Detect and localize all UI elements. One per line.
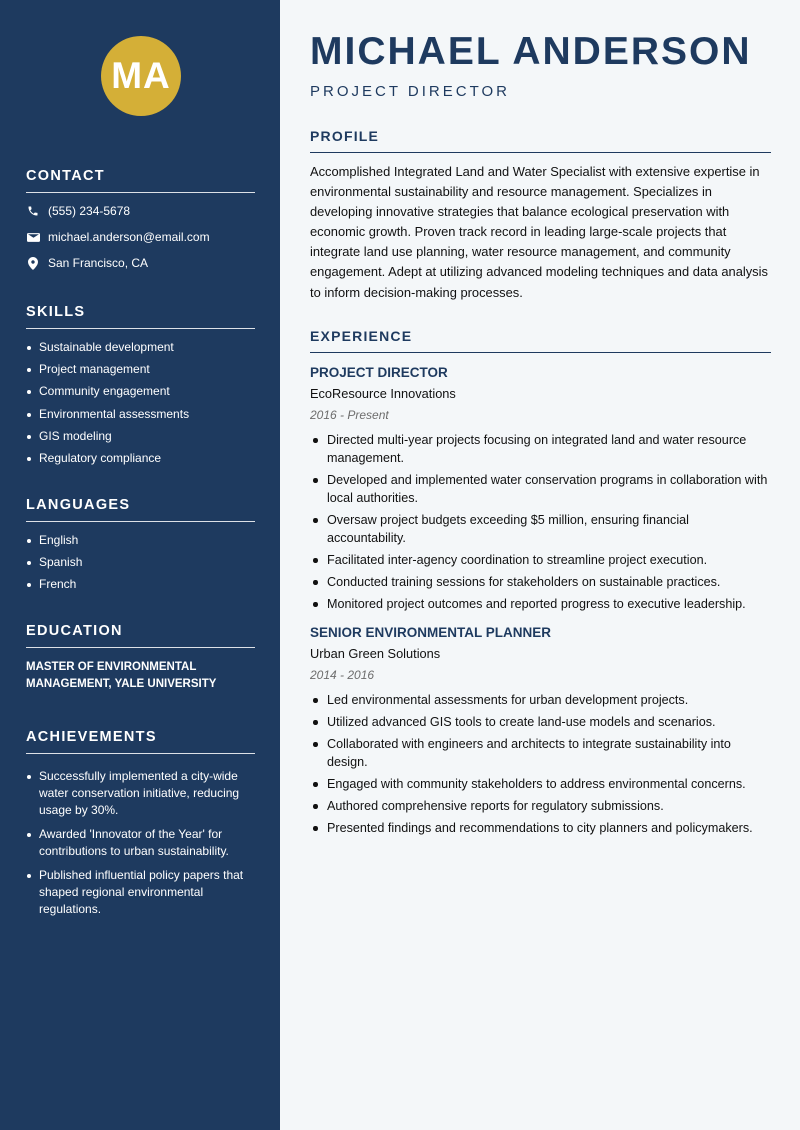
list-item: Awarded 'Innovator of the Year' for contributions to urban sustainability. — [26, 826, 255, 860]
list-item: Presented findings and recommendations to city planners and policymakers. — [310, 819, 771, 837]
profile-text: Accomplished Integrated Land and Water Specialist with extensive expertise in environmental sustainability and resource management. Specializes in developing innovative strategies that balance ecological preservation with economic growth. Proven track record in leading large-scale projects that integrate land use planning, water resource management, and community engagement. Adept at utilizing advanced modeling techniques and data analysis to inform decision-making processes. — [310, 164, 768, 300]
education-degree: MASTER OF ENVIRONMENTAL MANAGEMENT, YALE UNIVERSITY — [26, 661, 217, 690]
experience-heading: EXPERIENCE — [310, 328, 771, 353]
email-icon — [26, 230, 40, 244]
list-item: Conducted training sessions for stakeholders on sustainable practices. — [310, 573, 771, 591]
list-item: GIS modeling — [26, 428, 255, 445]
achievements-heading: ACHIEVEMENTS — [26, 729, 255, 754]
list-item: Published influential policy papers that shaped regional environmental regulations. — [26, 867, 255, 918]
company-name: Urban Green Solutions — [310, 646, 441, 661]
contact-heading: CONTACT — [26, 168, 255, 193]
list-item: Monitored project outcomes and reported progress to executive leadership. — [310, 595, 771, 613]
list-item: Sustainable development — [26, 339, 255, 356]
list-item: Collaborated with engineers and architects to integrate sustainability into design. — [310, 735, 771, 771]
sidebar — [0, 0, 280, 1130]
contact-location — [26, 255, 255, 271]
phone-text: (555) 234-5678 — [48, 204, 131, 218]
education-section — [26, 623, 255, 693]
list-item: Spanish — [26, 554, 255, 571]
candidate-title: PROJECT DIRECTOR — [310, 83, 510, 100]
list-item: Environmental assessments — [26, 406, 255, 423]
languages-list — [26, 532, 255, 593]
skills-heading: SKILLS — [26, 304, 255, 329]
profile-section — [310, 128, 771, 303]
list-item: Community engagement — [26, 383, 255, 400]
phone-icon — [26, 204, 40, 218]
job-entry — [310, 365, 771, 613]
avatar: MA — [101, 36, 181, 116]
contact-email — [26, 229, 255, 245]
list-item: Engaged with community stakeholders to address environmental concerns. — [310, 775, 771, 793]
location-pin-icon — [26, 256, 40, 270]
list-item: Regulatory compliance — [26, 450, 255, 467]
experience-section — [310, 328, 771, 841]
job-entry — [310, 625, 771, 837]
list-item: French — [26, 576, 255, 593]
list-item: Project management — [26, 361, 255, 378]
profile-heading: PROFILE — [310, 128, 771, 153]
list-item: Authored comprehensive reports for regulatory submissions. — [310, 797, 771, 815]
job-title: PROJECT DIRECTOR — [310, 365, 448, 380]
education-heading: EDUCATION — [26, 623, 255, 648]
contact-phone — [26, 203, 255, 219]
list-item: Oversaw project budgets exceeding $5 million, ensuring financial accountability. — [310, 511, 771, 547]
achievements-section — [26, 729, 255, 925]
candidate-name: MICHAEL ANDERSON — [310, 30, 752, 73]
list-item: Led environmental assessments for urban development projects. — [310, 691, 771, 709]
skills-section — [26, 304, 255, 472]
job-title: SENIOR ENVIRONMENTAL PLANNER — [310, 625, 552, 640]
job-dates: 2016 - Present — [310, 408, 389, 422]
achievements-list — [26, 768, 255, 918]
job-dates: 2014 - 2016 — [310, 668, 375, 682]
email-text[interactable]: michael.anderson@email.com — [48, 230, 210, 244]
company-name: EcoResource Innovations — [310, 386, 456, 401]
skills-list — [26, 339, 255, 467]
list-item: English — [26, 532, 255, 549]
job-bullets — [310, 431, 771, 613]
languages-section — [26, 497, 255, 599]
contact-section — [26, 168, 255, 271]
list-item: Facilitated inter-agency coordination to streamline project execution. — [310, 551, 771, 569]
list-item: Successfully implemented a city-wide water conservation initiative, reducing usage by 30%. — [26, 768, 255, 819]
list-item: Directed multi-year projects focusing on integrated land and water resource management. — [310, 431, 771, 467]
list-item: Developed and implemented water conservation programs in collaboration with local authorities. — [310, 471, 771, 507]
list-item: Utilized advanced GIS tools to create land-use models and scenarios. — [310, 713, 771, 731]
location-text: San Francisco, CA — [48, 256, 149, 270]
languages-heading: LANGUAGES — [26, 497, 255, 522]
job-bullets — [310, 691, 771, 837]
